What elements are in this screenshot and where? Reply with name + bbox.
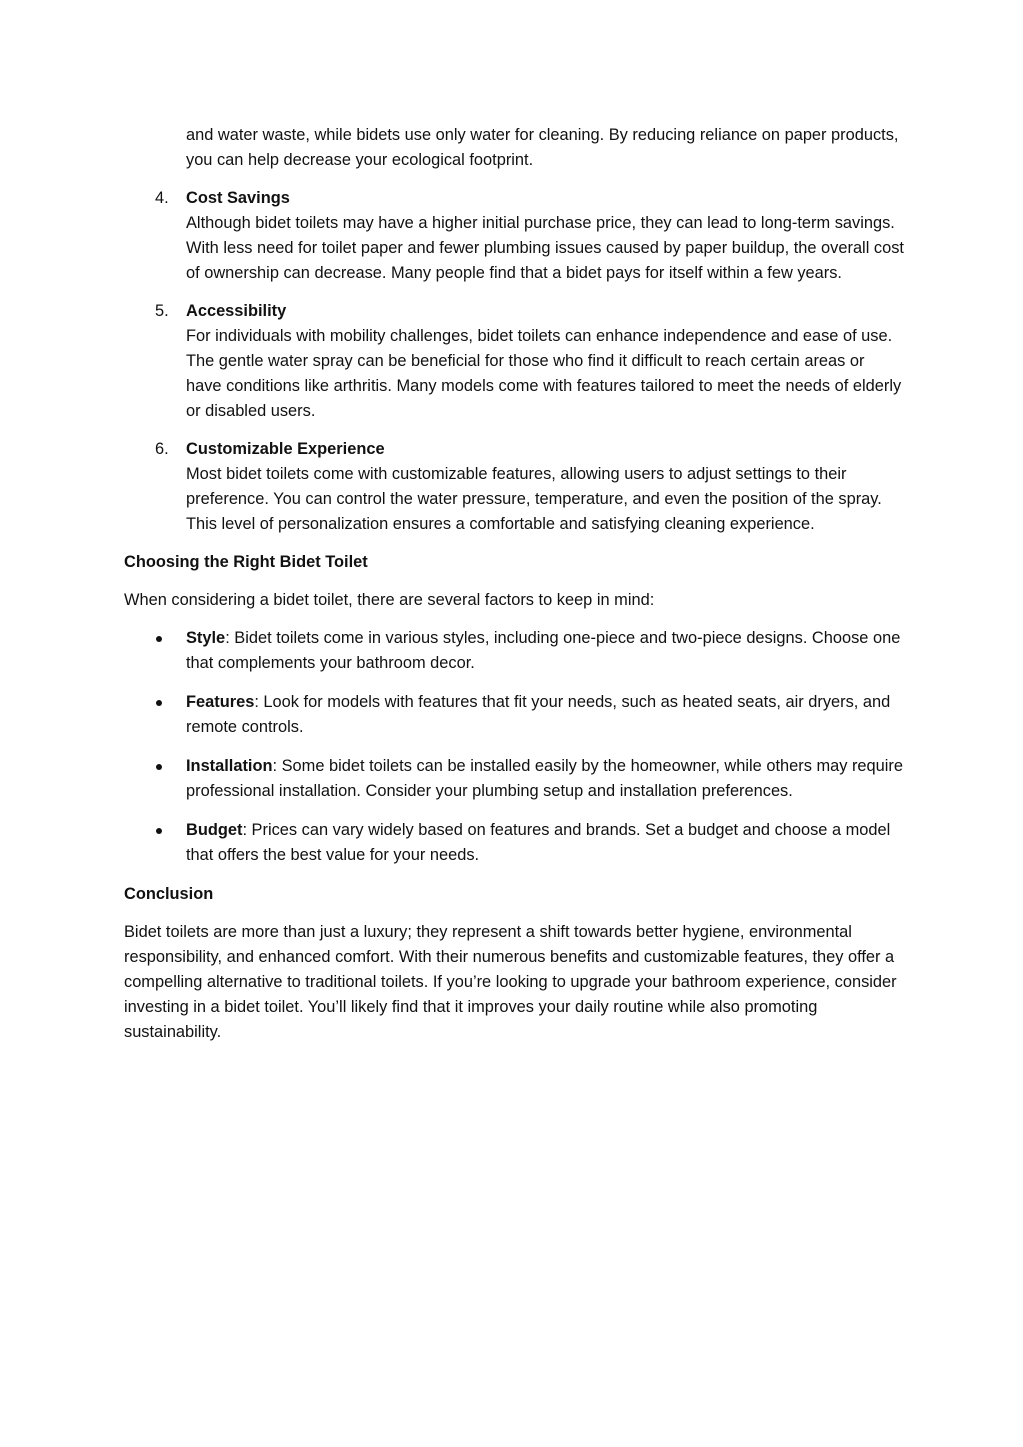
factor-text: : Some bidet toilets can be installed easily by the homeowner, while others may require professional installation. Consider your plumbing setup and installation preferences.: [186, 757, 903, 800]
factor-term: Features: [186, 693, 255, 711]
factor-term: Budget: [186, 821, 243, 839]
factor-text: : Prices can vary widely based on features and brands. Set a budget and choose a model that offers the best value for your needs.: [186, 821, 891, 864]
benefit-body: Although bidet toilets may have a higher initial purchase price, they can lead to long-term savings. With less need for toilet paper and fewer plumbing issues caused by paper buildup, the overall cost of ownership can decrease. Many people find that a bidet pays for itself within a few years.: [186, 214, 904, 282]
benefits-list: [124, 186, 904, 537]
conclusion-paragraph: Bidet toilets are more than just a luxury; they represent a shift towards better hygiene, environmental responsibility, and enhanced comfort. With their numerous benefits and customizable features, they offer a compelling alternative to traditional toilets. If you’re looking to upgrade your bathroom experience, consider investing in a bidet toilet. You’ll likely find that it improves your daily routine while also promoting sustainability.: [124, 923, 897, 1041]
factor-item-style: [124, 626, 904, 676]
bullet-icon: [156, 764, 162, 770]
benefit-item-cost-savings: [124, 186, 904, 286]
benefit-item-accessibility: [124, 299, 904, 424]
factor-term: Style: [186, 629, 226, 647]
document-content: [124, 123, 904, 1058]
bullet-icon: [156, 636, 162, 642]
factor-item-budget: [124, 818, 904, 868]
list-number: 5.: [155, 302, 169, 320]
choosing-intro-paragraph: When considering a bidet toilet, there are several factors to keep in mind:: [124, 591, 655, 609]
bullet-icon: [156, 828, 162, 834]
choosing-heading: Choosing the Right Bidet Toilet: [124, 553, 368, 571]
benefit-item-customizable-experience: [124, 437, 904, 537]
factors-list: [124, 626, 904, 868]
list-number: 4.: [155, 189, 169, 207]
factor-text: : Bidet toilets come in various styles, including one-piece and two-piece designs. Choose one that complements your bathroom decor.: [186, 629, 901, 672]
factor-term: Installation: [186, 757, 273, 775]
conclusion-heading: Conclusion: [124, 885, 214, 903]
benefit-title: Cost Savings: [186, 189, 290, 207]
benefit-title: Accessibility: [186, 302, 287, 320]
benefit-body: Most bidet toilets come with customizable features, allowing users to adjust settings to their preference. You can control the water pressure, temperature, and even the position of the spray. This level of personalization ensures a comfortable and satisfying cleaning experience.: [186, 465, 882, 533]
intro-continuation-paragraph: and water waste, while bidets use only water for cleaning. By reducing reliance on paper products, you can help decrease your ecological footprint.: [186, 126, 899, 169]
bullet-icon: [156, 700, 162, 706]
factor-text: : Look for models with features that fit your needs, such as heated seats, air dryers, and remote controls.: [186, 693, 891, 736]
factor-item-features: [124, 690, 904, 740]
benefit-body: For individuals with mobility challenges, bidet toilets can enhance independence and ease of use. The gentle water spray can be beneficial for those who find it difficult to reach certain areas or have conditions like arthritis. Many models come with features tailored to meet the needs of elderly or disabled users.: [186, 327, 902, 420]
benefit-title: Customizable Experience: [186, 440, 385, 458]
factor-item-installation: [124, 754, 904, 804]
list-number: 6.: [155, 440, 169, 458]
